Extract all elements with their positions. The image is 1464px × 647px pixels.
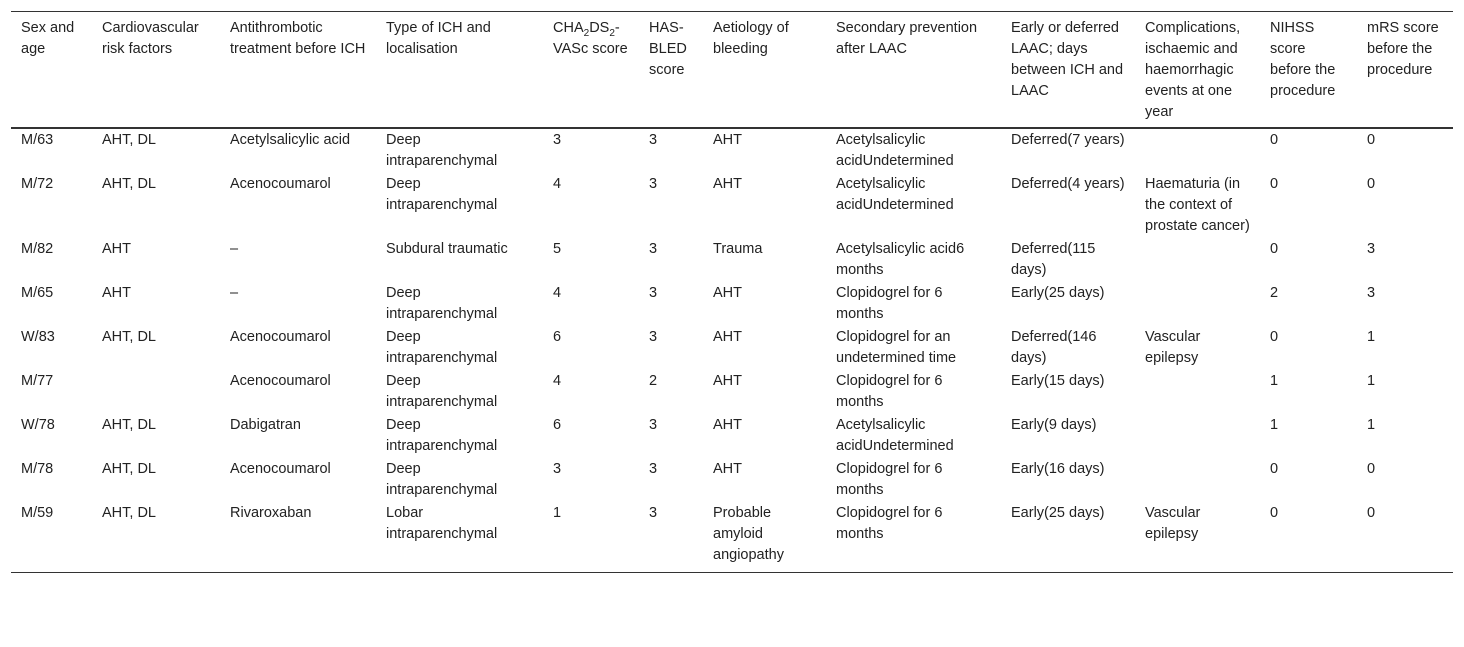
cell-aetiology: AHT bbox=[713, 373, 742, 389]
cell-sex-age: M/72 bbox=[21, 176, 54, 192]
table-row bbox=[11, 502, 1453, 573]
cell-nihss: 1 bbox=[1270, 417, 1279, 433]
cell-nihss: 1 bbox=[1270, 373, 1279, 389]
header-sex-age: Sex and age bbox=[21, 20, 75, 57]
header-cha-prefix: CHA bbox=[553, 20, 584, 36]
cell-complications bbox=[1135, 458, 1260, 502]
cell-has-bled: 3 bbox=[649, 461, 658, 477]
cell-complications bbox=[1135, 128, 1260, 173]
header-antithrombotic: Antithrombotic treatment before ICH bbox=[230, 20, 366, 57]
cell-early-deferred: Early(9 days) bbox=[1011, 417, 1097, 433]
cell-nihss: 0 bbox=[1270, 461, 1279, 477]
laac-patients-table bbox=[11, 11, 1453, 573]
cell-aetiology: Probable amyloid angiopathy bbox=[713, 505, 784, 563]
cell-cha2ds2-vasc: 1 bbox=[553, 505, 562, 521]
cell-antithrombotic: Acenocoumarol bbox=[230, 329, 331, 345]
cell-early-deferred: Early(16 days) bbox=[1011, 461, 1105, 477]
cell-nihss: 0 bbox=[1270, 176, 1279, 192]
cell-aetiology: AHT bbox=[713, 132, 742, 148]
cell-nihss: 0 bbox=[1270, 505, 1279, 521]
header-cha-sub1: 2 bbox=[583, 27, 590, 39]
cell-early-deferred: Early(25 days) bbox=[1011, 285, 1105, 301]
cell-sex-age: M/63 bbox=[21, 132, 54, 148]
header-ich-type: Type of ICH and localisation bbox=[386, 20, 491, 57]
cell-complications: Vascular epilepsy bbox=[1145, 505, 1201, 542]
cell-complications: Haematuria (in the context of prostate cancer) bbox=[1145, 176, 1250, 234]
cell-early-deferred: Deferred(115 days) bbox=[1011, 241, 1096, 278]
cell-nihss: 0 bbox=[1270, 241, 1279, 257]
cell-sex-age: M/78 bbox=[21, 461, 54, 477]
cell-has-bled: 3 bbox=[649, 176, 658, 192]
cell-sex-age: W/83 bbox=[21, 329, 55, 345]
table-row bbox=[11, 326, 1453, 370]
cell-nihss: 2 bbox=[1270, 285, 1279, 301]
cell-cha2ds2-vasc: 4 bbox=[553, 373, 562, 389]
cell-mrs: 0 bbox=[1367, 505, 1376, 521]
cell-antithrombotic: Acenocoumarol bbox=[230, 461, 331, 477]
cell-cha2ds2-vasc: 5 bbox=[553, 241, 562, 257]
cell-aetiology: AHT bbox=[713, 176, 742, 192]
cell-antithrombotic: Acetylsalicylic acid bbox=[230, 132, 351, 148]
cell-aetiology: AHT bbox=[713, 329, 742, 345]
cell-secondary-prevention: Clopidogrel for an undetermined time bbox=[836, 329, 957, 366]
table-row bbox=[11, 370, 1453, 414]
cell-complications bbox=[1135, 238, 1260, 282]
cell-secondary-prevention: Clopidogrel for 6 months bbox=[836, 461, 943, 498]
cell-mrs: 1 bbox=[1367, 417, 1376, 433]
cell-cv-risk: AHT, DL bbox=[102, 132, 156, 148]
cell-secondary-prevention: Clopidogrel for 6 months bbox=[836, 505, 943, 542]
cell-secondary-prevention: Acetylsalicylic acidUndetermined bbox=[836, 417, 954, 454]
cell-ich-type: Subdural traumatic bbox=[386, 241, 508, 257]
cell-antithrombotic: Acenocoumarol bbox=[230, 373, 331, 389]
cell-complications bbox=[1135, 282, 1260, 326]
cell-has-bled: 3 bbox=[649, 417, 658, 433]
cell-mrs: 3 bbox=[1367, 285, 1376, 301]
cell-cha2ds2-vasc: 4 bbox=[553, 176, 562, 192]
cell-has-bled: 3 bbox=[649, 505, 658, 521]
cell-early-deferred: Early(25 days) bbox=[1011, 505, 1105, 521]
header-cha2ds2-vasc bbox=[543, 12, 639, 129]
cell-has-bled: 2 bbox=[649, 373, 658, 389]
cell-ich-type: Deep intraparenchymal bbox=[386, 417, 498, 454]
cell-cv-risk: AHT, DL bbox=[102, 329, 156, 345]
header-cha-sub2: 2 bbox=[609, 27, 615, 39]
table-container bbox=[11, 11, 1453, 573]
cell-ich-type: Deep intraparenchymal bbox=[386, 285, 498, 322]
header-complications: Complications, ischaemic and haemorrhagic events at one year bbox=[1145, 20, 1241, 120]
table-row bbox=[11, 173, 1453, 238]
cell-has-bled: 3 bbox=[649, 132, 658, 148]
cell-complications bbox=[1135, 414, 1260, 458]
cell-antithrombotic: – bbox=[230, 241, 239, 257]
header-cha-mid: DS bbox=[589, 20, 610, 36]
cell-antithrombotic: Acenocoumarol bbox=[230, 176, 331, 192]
cell-complications bbox=[1135, 370, 1260, 414]
cell-mrs: 1 bbox=[1367, 329, 1376, 345]
cell-cv-risk: AHT, DL bbox=[102, 417, 156, 433]
header-secondary-prevention: Secondary prevention after LAAC bbox=[836, 20, 978, 57]
cell-has-bled: 3 bbox=[649, 241, 658, 257]
header-mrs: mRS score before the procedure bbox=[1367, 20, 1439, 78]
cell-antithrombotic: Dabigatran bbox=[230, 417, 301, 433]
cell-nihss: 0 bbox=[1270, 132, 1279, 148]
cell-ich-type: Lobar intraparenchymal bbox=[386, 505, 498, 542]
cell-cha2ds2-vasc: 3 bbox=[553, 132, 562, 148]
header-cv-risk: Cardiovascular risk factors bbox=[102, 20, 199, 57]
cell-secondary-prevention: Acetylsalicylic acidUndetermined bbox=[836, 132, 954, 169]
cell-complications: Vascular epilepsy bbox=[1145, 329, 1201, 366]
cell-cha2ds2-vasc: 4 bbox=[553, 285, 562, 301]
table-row bbox=[11, 282, 1453, 326]
cell-ich-type: Deep intraparenchymal bbox=[386, 373, 498, 410]
cell-mrs: 0 bbox=[1367, 176, 1376, 192]
cell-has-bled: 3 bbox=[649, 285, 658, 301]
cell-early-deferred: Early(15 days) bbox=[1011, 373, 1105, 389]
cell-early-deferred: Deferred(7 years) bbox=[1011, 132, 1125, 148]
cell-cha2ds2-vasc: 6 bbox=[553, 417, 562, 433]
cell-mrs: 1 bbox=[1367, 373, 1376, 389]
table-row bbox=[11, 458, 1453, 502]
cell-sex-age: M/77 bbox=[21, 373, 54, 389]
cell-mrs: 3 bbox=[1367, 241, 1376, 257]
cell-mrs: 0 bbox=[1367, 461, 1376, 477]
cell-cha2ds2-vasc: 6 bbox=[553, 329, 562, 345]
cell-aetiology: AHT bbox=[713, 285, 742, 301]
cell-cv-risk: AHT bbox=[102, 285, 131, 301]
cell-ich-type: Deep intraparenchymal bbox=[386, 461, 498, 498]
header-aetiology: Aetiology of bleeding bbox=[713, 20, 789, 57]
table-row bbox=[11, 128, 1453, 173]
cell-ich-type: Deep intraparenchymal bbox=[386, 329, 498, 366]
cell-secondary-prevention: Clopidogrel for 6 months bbox=[836, 373, 943, 410]
cell-secondary-prevention: Acetylsalicylic acidUndetermined bbox=[836, 176, 954, 213]
cell-cv-risk bbox=[92, 370, 220, 414]
cell-sex-age: M/65 bbox=[21, 285, 54, 301]
header-has-bled: HAS-BLED score bbox=[649, 20, 687, 78]
cell-cv-risk: AHT, DL bbox=[102, 505, 156, 521]
cell-aetiology: AHT bbox=[713, 461, 742, 477]
table-row bbox=[11, 414, 1453, 458]
cell-early-deferred: Deferred(4 years) bbox=[1011, 176, 1125, 192]
table-body bbox=[11, 128, 1453, 573]
cell-has-bled: 3 bbox=[649, 329, 658, 345]
cell-mrs: 0 bbox=[1367, 132, 1376, 148]
cell-cv-risk: AHT, DL bbox=[102, 461, 156, 477]
cell-aetiology: Trauma bbox=[713, 241, 763, 257]
cell-antithrombotic: – bbox=[230, 285, 239, 301]
cell-sex-age: M/59 bbox=[21, 505, 54, 521]
table-row bbox=[11, 238, 1453, 282]
header-cha-suffix: -VASc score bbox=[553, 20, 628, 57]
cell-secondary-prevention: Acetylsalicylic acid6 months bbox=[836, 241, 965, 278]
header-nihss: NIHSS score before the procedure bbox=[1270, 20, 1336, 99]
header-early-deferred: Early or deferred LAAC; days between ICH and LAAC bbox=[1011, 20, 1124, 99]
cell-sex-age: W/78 bbox=[21, 417, 55, 433]
cell-cv-risk: AHT, DL bbox=[102, 176, 156, 192]
table-header-row bbox=[11, 12, 1453, 129]
cell-antithrombotic: Rivaroxaban bbox=[230, 505, 312, 521]
cell-nihss: 0 bbox=[1270, 329, 1279, 345]
cell-secondary-prevention: Clopidogrel for 6 months bbox=[836, 285, 943, 322]
cell-early-deferred: Deferred(146 days) bbox=[1011, 329, 1097, 366]
cell-sex-age: M/82 bbox=[21, 241, 54, 257]
cell-ich-type: Deep intraparenchymal bbox=[386, 132, 498, 169]
cell-cv-risk: AHT bbox=[102, 241, 131, 257]
cell-ich-type: Deep intraparenchymal bbox=[386, 176, 498, 213]
cell-aetiology: AHT bbox=[713, 417, 742, 433]
cell-cha2ds2-vasc: 3 bbox=[553, 461, 562, 477]
